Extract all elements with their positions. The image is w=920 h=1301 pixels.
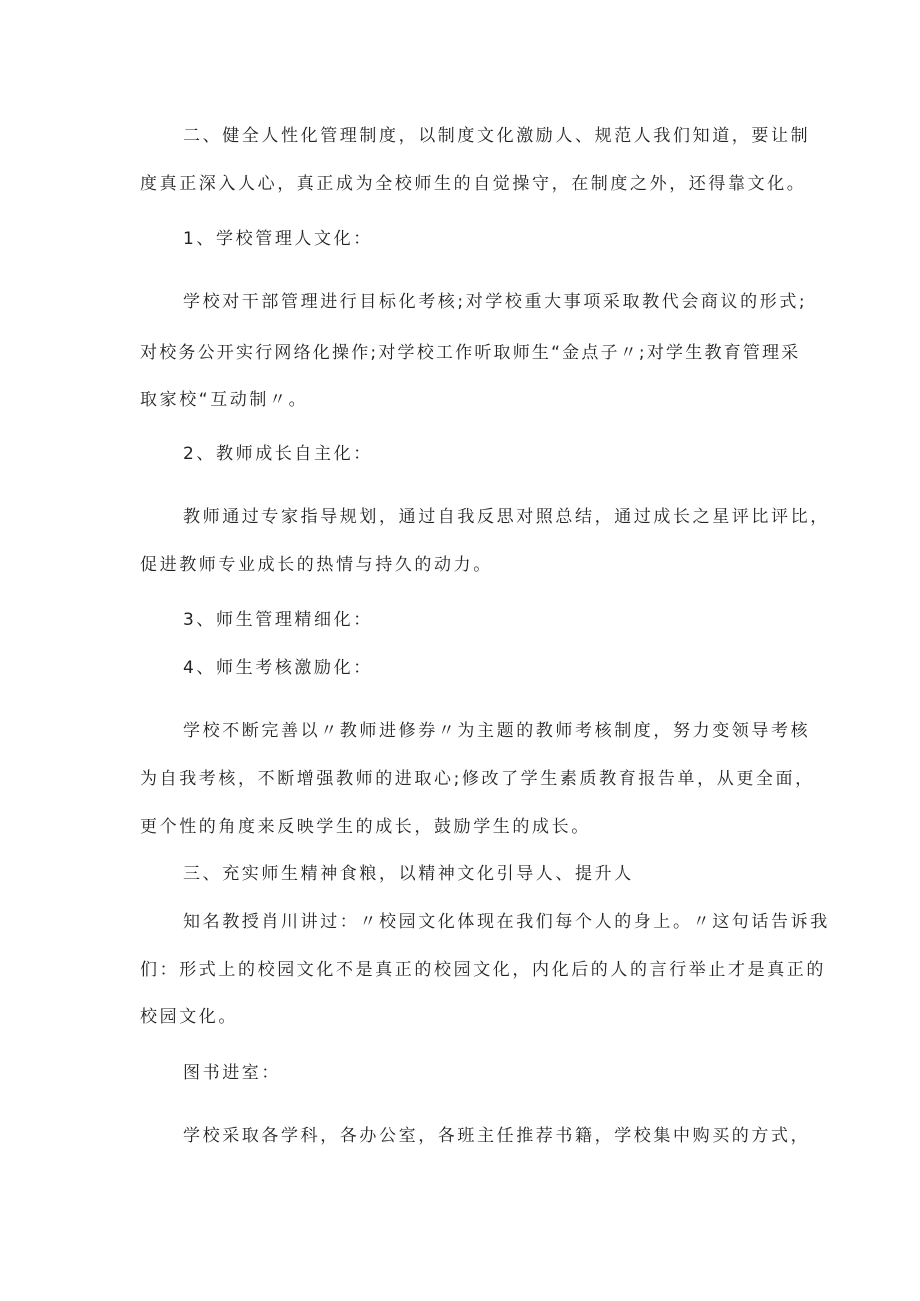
paragraph-line: 为自我考核，不断增强教师的进取心;修改了学生素质教育报告单，从更全面， [140,769,815,789]
paragraph-line: 更个性的角度来反映学生的成长，鼓励学生的成长。 [140,817,591,837]
paragraph-line: 学校对干部管理进行目标化考核;对学校重大事项采取教代会商议的形式; [183,292,808,312]
section-heading: 图书进室： [183,1063,281,1083]
section-heading: 4、师生考核激励化： [183,658,373,678]
section-heading: 3、师生管理精细化： [183,610,373,630]
paragraph-line: 学校不断完善以〃教师进修券〃为主题的教师考核制度，努力变领导考核 [183,721,811,741]
section-heading: 2、教师成长自主化： [183,444,373,464]
paragraph-line: 对校务公开实行网络化操作;对学校工作听取师生“金点子〃;对学生教育管理采 [140,343,801,363]
paragraph-line: 取家校“互动制〃。 [140,390,309,410]
section-heading: 1、学校管理人文化： [183,229,373,249]
paragraph-line: 们：形式上的校园文化不是真正的校园文化，内化后的人的言行举止才是真正的 [140,960,826,980]
paragraph-line: 二、健全人性化管理制度，以制度文化激励人、规范人我们知道，要让制 [183,126,811,146]
paragraph-line: 度真正深入人心，真正成为全校师生的自觉操守，在制度之外，还得靠文化。 [140,174,807,194]
section-heading: 三、充实师生精神食粮，以精神文化引导人、提升人 [183,864,634,884]
paragraph-line: 教师通过专家指导规划，通过自我反思对照总结，通过成长之星评比评比， [183,507,830,527]
paragraph-line: 促进教师专业成长的热情与持久的动力。 [140,555,493,575]
paragraph-line: 学校采取各学科，各办公室，各班主任推荐书籍，学校集中购买的方式， [183,1126,811,1146]
paragraph-line: 校园文化。 [140,1007,238,1027]
paragraph-line: 知名教授肖川讲过：〃校园文化体现在我们每个人的身上。〃这句话告诉我 [183,912,830,932]
